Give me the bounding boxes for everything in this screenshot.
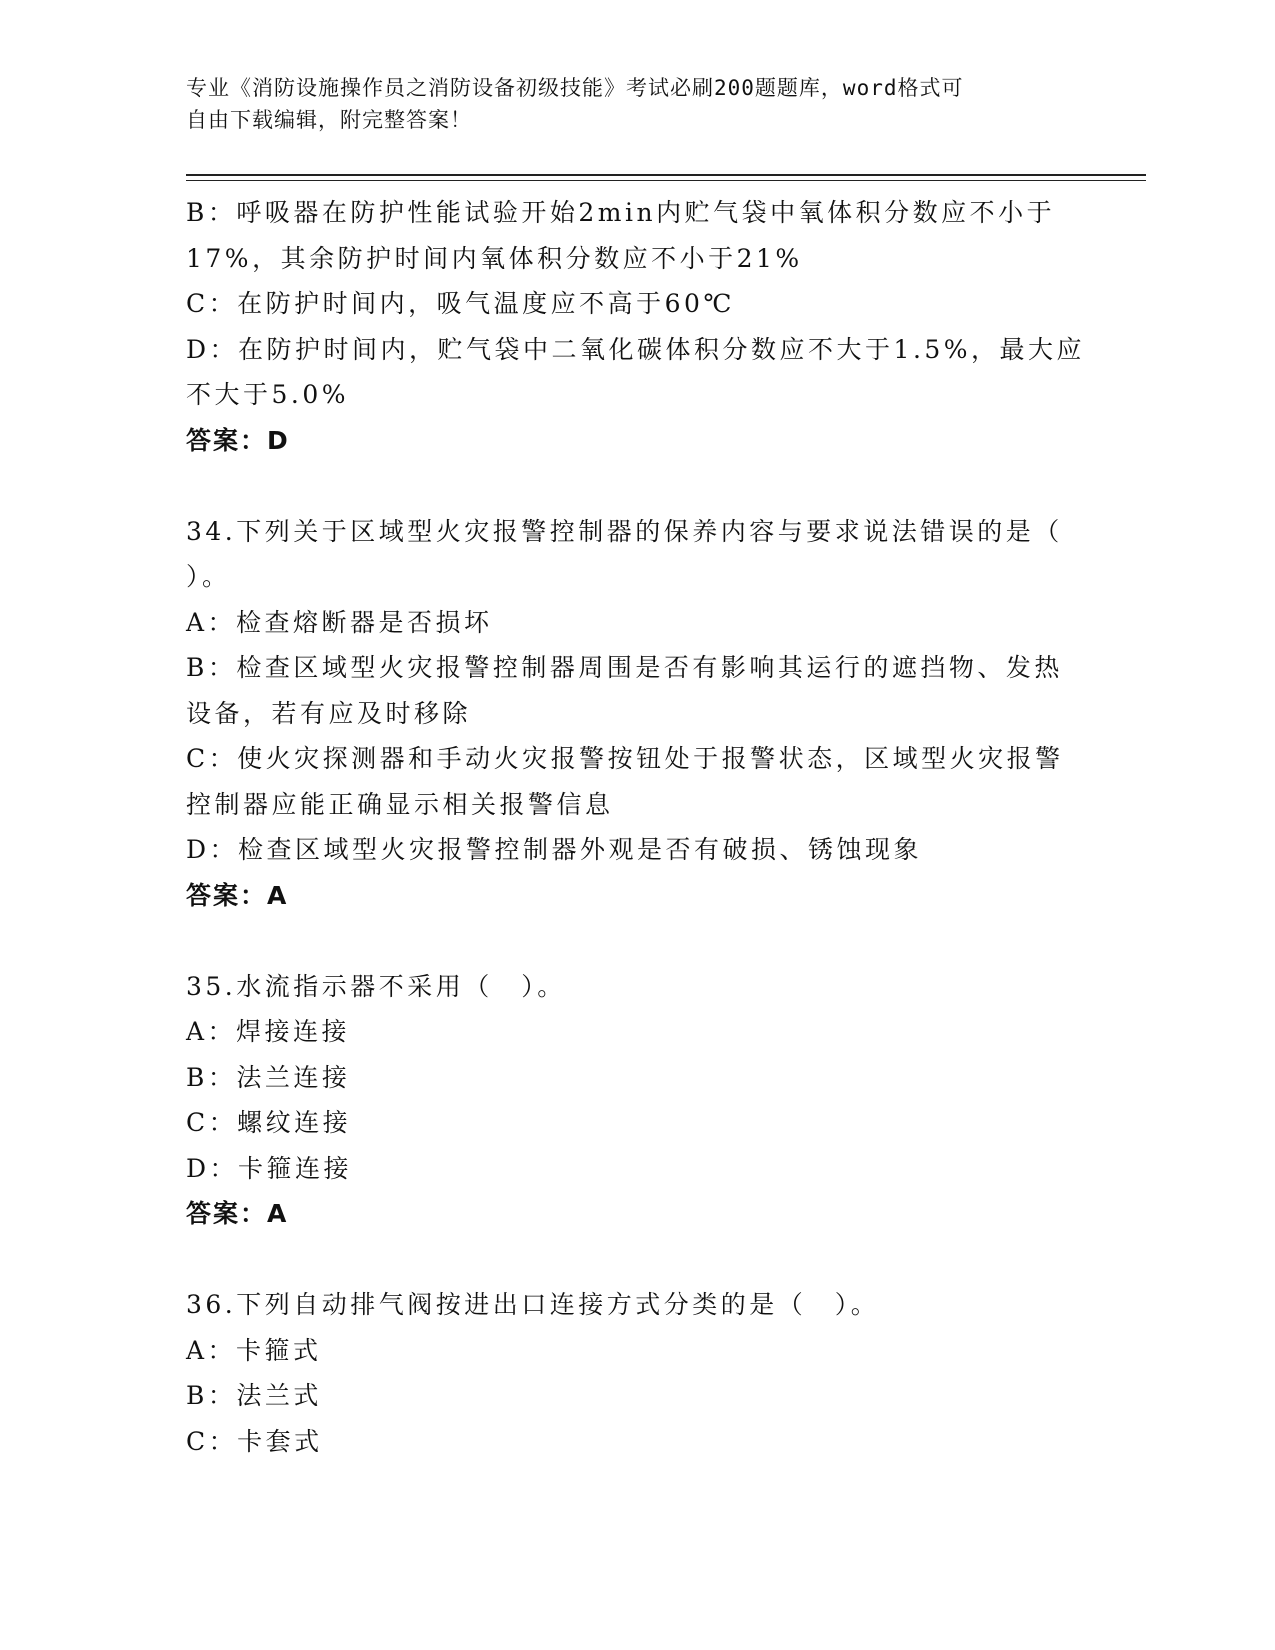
question-33-continued bbox=[186, 190, 1086, 463]
question-34 bbox=[186, 509, 1076, 919]
header-rule-thick bbox=[186, 174, 1146, 176]
header-line-2: 自由下载编辑，附完整答案！ bbox=[186, 108, 472, 132]
option-a: A：检查熔断器是否损坏 bbox=[186, 607, 493, 637]
option-b-line-1: B：呼吸器在防护性能试验开始2min内贮气袋中氧体积分数应不小于 bbox=[186, 198, 1056, 227]
option-b: B：法兰式 bbox=[186, 1381, 322, 1410]
question-stem: 35.水流指示器不采用（ ）。 bbox=[186, 971, 566, 1001]
option-a: A：卡箍式 bbox=[186, 1335, 322, 1365]
option-d: D：检查区域型火灾报警控制器外观是否有破损、锈蚀现象 bbox=[186, 835, 923, 864]
answer: 答案：A bbox=[186, 880, 289, 910]
header-line-1: 专业《消防设施操作员之消防设备初级技能》考试必刷200题题库，word格式可 bbox=[186, 76, 964, 100]
question-35 bbox=[186, 964, 1076, 1237]
option-a: A：焊接连接 bbox=[186, 1017, 351, 1046]
document-header bbox=[186, 72, 1066, 136]
question-list bbox=[186, 190, 1086, 1464]
option-d: D：卡箍连接 bbox=[186, 1153, 353, 1183]
option-c-line-2: 控制器应能正确显示相关报警信息 bbox=[186, 789, 614, 819]
option-c: C：在防护时间内，吸气温度应不高于60℃ bbox=[186, 289, 735, 318]
spacer bbox=[186, 1237, 1076, 1283]
option-c: C：卡套式 bbox=[186, 1426, 323, 1456]
option-d-line-1: D：在防护时间内，贮气袋中二氧化碳体积分数应不大于1.5%，最大应 bbox=[186, 334, 1086, 364]
option-b-line-1: B：检查区域型火灾报警控制器周围是否有影响其运行的遮挡物、发热 bbox=[186, 653, 1063, 682]
spacer bbox=[186, 918, 1076, 964]
option-d-line-2: 不大于5.0% bbox=[186, 380, 350, 409]
option-b: B：法兰连接 bbox=[186, 1062, 351, 1092]
header-rule-thin bbox=[186, 180, 1146, 181]
answer: 答案：D bbox=[186, 425, 290, 455]
question-stem: 36.下列自动排气阀按进出口连接方式分类的是（ ）。 bbox=[186, 1290, 880, 1319]
question-stem-line-1: 34.下列关于区域型火灾报警控制器的保养内容与要求说法错误的是（ bbox=[186, 516, 1063, 546]
question-36 bbox=[186, 1282, 1076, 1464]
option-c: C：螺纹连接 bbox=[186, 1108, 352, 1137]
option-c-line-1: C：使火灾探测器和手动火灾报警按钮处于报警状态，区域型火灾报警 bbox=[186, 744, 1064, 773]
answer: 答案：A bbox=[186, 1199, 289, 1228]
question-stem-line-2: ）。 bbox=[186, 562, 231, 591]
spacer bbox=[186, 463, 1076, 509]
option-b-line-2: 17%，其余防护时间内氧体积分数应不小于21% bbox=[186, 243, 803, 273]
option-b-line-2: 设备，若有应及时移除 bbox=[186, 698, 472, 728]
